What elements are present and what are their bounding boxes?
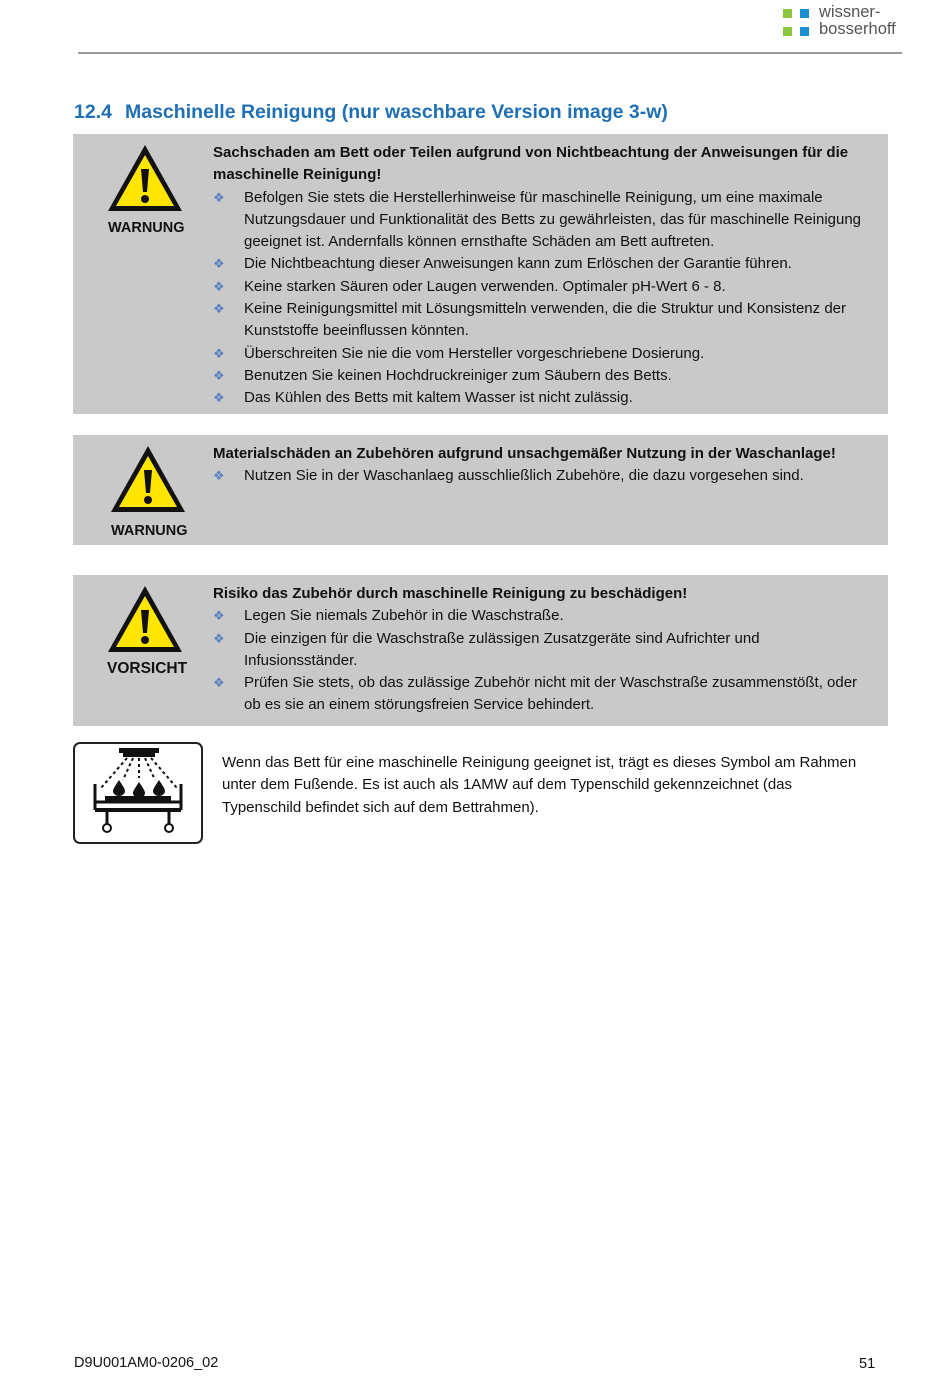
machine-wash-bed-icon bbox=[73, 742, 203, 844]
notice-title: Risiko das Zubehör durch maschinelle Reinigung zu beschädigen! bbox=[213, 585, 688, 602]
bullet-list bbox=[213, 465, 873, 487]
section-number: 12.4 bbox=[74, 101, 112, 123]
diamond-bullet-icon: ❖ bbox=[213, 390, 225, 406]
notice-content bbox=[213, 583, 873, 717]
page-number: 51 bbox=[859, 1356, 876, 1372]
logo-square-icon bbox=[783, 9, 792, 18]
warning-triangle-icon bbox=[108, 443, 188, 515]
symbol-note: Wenn das Bett für eine maschinelle Reinigung geeignet ist, trägt es dieses Symbol am Rahmen unter dem Fußende. Es ist auch als 1AMW auf dem Typenschild gekennzeichnet (das Typenschild befindet sich auf dem Bettrahmen). bbox=[222, 754, 857, 816]
section-heading bbox=[74, 101, 668, 124]
document-id: D9U001AM0-0206_02 bbox=[74, 1355, 219, 1371]
warning-box bbox=[73, 435, 888, 545]
list-item: ❖ Die Nichtbeachtung dieser Anweisungen kann zum Erlöschen der Garantie führen. bbox=[213, 253, 873, 275]
list-item: ❖ Überschreiten Sie nie die vom Hersteller vorgeschriebene Dosierung. bbox=[213, 343, 873, 365]
list-item: ❖ Prüfen Sie stets, ob das zulässige Zubehör nicht mit der Waschstraße zusammenstößt, oder ob es sie an einem störungsfreien Service behindert. bbox=[213, 674, 858, 714]
list-item: ❖ Keine Reinigungsmittel mit Lösungsmitteln verwenden, die die Struktur und Konsistenz der Kunststoffe beeinflussen könnten. bbox=[213, 300, 846, 340]
logo-square-icon bbox=[783, 27, 792, 36]
logo-text-line2: bosserhoff bbox=[819, 20, 896, 38]
signal-word: VORSICHT bbox=[107, 660, 188, 677]
diamond-bullet-icon: ❖ bbox=[213, 675, 225, 691]
list-item: ❖ Die einzigen für die Waschstraße zulässigen Zusatzgeräte sind Aufrichter und Infusionsständer. bbox=[213, 629, 760, 669]
diamond-bullet-icon: ❖ bbox=[213, 468, 225, 484]
diamond-bullet-icon: ❖ bbox=[213, 630, 225, 646]
company-logo bbox=[783, 3, 913, 43]
signal-word: WARNUNG bbox=[108, 220, 185, 236]
list-item: ❖ Benutzen Sie keinen Hochdruckreiniger zum Säubern des Betts. bbox=[213, 365, 873, 387]
bullet-list bbox=[213, 605, 873, 716]
list-item: ❖ Das Kühlen des Betts mit kaltem Wasser ist nicht zulässig. bbox=[213, 387, 873, 409]
diamond-bullet-icon: ❖ bbox=[213, 278, 225, 294]
warning-triangle-icon bbox=[105, 142, 185, 214]
bullet-list bbox=[213, 187, 873, 410]
list-item: ❖ Nutzen Sie in der Waschanlaeg ausschließlich Zubehöre, die dazu vorgesehen sind. bbox=[213, 465, 873, 487]
section-title: Maschinelle Reinigung (nur waschbare Version image 3-w) bbox=[125, 101, 668, 123]
list-item: ❖ Keine starken Säuren oder Laugen verwenden. Optimaler pH-Wert 6 - 8. bbox=[213, 276, 873, 298]
warning-box bbox=[73, 134, 888, 414]
list-item: ❖ Legen Sie niemals Zubehör in die Waschstraße. bbox=[213, 605, 873, 627]
notice-content bbox=[213, 142, 873, 410]
header-rule bbox=[78, 52, 902, 54]
diamond-bullet-icon: ❖ bbox=[213, 301, 225, 317]
logo-square-icon bbox=[800, 9, 809, 18]
logo-square-icon bbox=[800, 27, 809, 36]
warning-triangle-icon bbox=[105, 583, 185, 655]
notice-title: Sachschaden am Bett oder Teilen aufgrund von Nichtbeachtung der Anweisungen für die maschinelle Reinigung! bbox=[213, 144, 849, 184]
logo-text-line1: wissner- bbox=[819, 3, 881, 21]
signal-word: WARNUNG bbox=[111, 523, 188, 539]
notice-title: Materialschäden an Zubehören aufgrund unsachgemäßer Nutzung in der Waschanlage! bbox=[213, 445, 836, 462]
diamond-bullet-icon: ❖ bbox=[213, 608, 225, 624]
diamond-bullet-icon: ❖ bbox=[213, 345, 225, 361]
diamond-bullet-icon: ❖ bbox=[213, 367, 225, 383]
wash-symbol-graphic bbox=[75, 744, 201, 842]
diamond-bullet-icon: ❖ bbox=[213, 256, 225, 272]
diamond-bullet-icon: ❖ bbox=[213, 189, 225, 205]
notice-content bbox=[213, 443, 873, 488]
list-item: ❖ Befolgen Sie stets die Herstellerhinweise für maschinelle Reinigung, um eine maximale Nutzungsdauer und Funktionalität des Betts zu gewährleisten, das für maschinelle Reinigung geeignet ist. Andernfalls können ernsthafte Schäden am Bett auftreten. bbox=[213, 188, 862, 251]
caution-box bbox=[73, 575, 888, 726]
